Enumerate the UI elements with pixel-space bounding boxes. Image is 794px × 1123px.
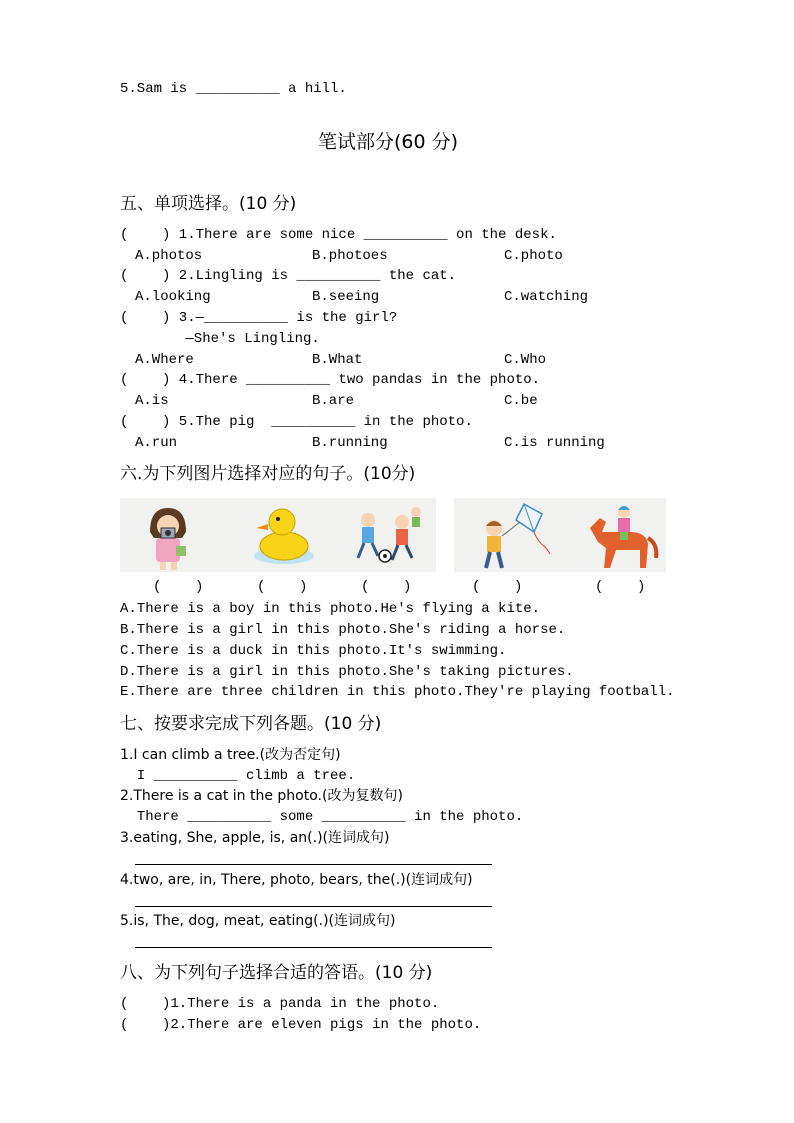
written-section-title: 笔试部分(60 分): [318, 131, 459, 153]
s5-question-2: ( ) 2.Lingling is __________ the cat.: [120, 268, 457, 284]
s6-sentence-d: D.There is a girl in this photo.She's taking pictures.: [120, 664, 574, 680]
s5-q3-option-a: A.Where: [135, 352, 194, 368]
picture-5-answer-paren: ( ): [595, 579, 646, 595]
children-football-icon: [330, 498, 436, 572]
s8-question-1: ( )1.There is a panda in the photo.: [120, 996, 440, 1012]
picture-4-answer-paren: ( ): [472, 579, 523, 595]
s5-q5-option-b: B.running: [312, 435, 388, 451]
s7-q5-answer-line: [135, 947, 492, 948]
picture-3: [330, 498, 436, 572]
s5-q2-option-a: A.looking: [135, 289, 211, 305]
s7-question-4: 4.two, are, in, There, photo, bears, the(.)(连词成句): [120, 872, 473, 888]
girl-camera-icon: [120, 498, 226, 572]
s5-question-3-answer: —She's Lingling.: [135, 331, 320, 347]
s5-q3-option-b: B.What: [312, 352, 363, 368]
s5-q2-option-b: B.seeing: [312, 289, 380, 305]
s7-question-2: 2.There is a cat in the photo.(改为复数句): [120, 788, 403, 804]
s5-q5-option-a: A.run: [135, 435, 178, 451]
section-5-heading: 五、单项选择。(10 分): [120, 194, 297, 214]
section-6-heading: 六.为下列图片选择对应的句子。(10分): [120, 464, 416, 484]
s5-q1-option-c: C.photo: [504, 248, 563, 264]
section-8-heading: 八、为下列句子选择合适的答语。(10 分): [120, 963, 433, 983]
s5-q4-option-b: B.are: [312, 393, 355, 409]
s6-sentence-e: E.There are three children in this photo.They're playing football.: [120, 684, 675, 700]
s5-question-3: ( ) 3.—__________ is the girl?: [120, 310, 398, 326]
s7-question-3: 3.eating, She, apple, is, an(.)(连词成句): [120, 830, 390, 846]
s7-q3-answer-line: [135, 864, 492, 865]
s7-question-2-answer: There __________ some __________ in the photo.: [120, 809, 524, 825]
s7-question-1-answer: I __________ climb a tree.: [120, 768, 356, 784]
duck-icon: [226, 498, 332, 572]
s5-question-4: ( ) 4.There __________ two pandas in the photo.: [120, 372, 541, 388]
s5-q1-option-a: A.photos: [135, 248, 203, 264]
s5-q4-option-a: A.is: [135, 393, 169, 409]
s7-q4-answer-line: [135, 906, 492, 907]
picture-2-answer-paren: ( ): [257, 579, 308, 595]
s6-sentence-c: C.There is a duck in this photo.It's swimming.: [120, 643, 507, 659]
boy-kite-icon: [454, 498, 560, 572]
s5-q4-option-c: C.be: [504, 393, 538, 409]
question-5-sam: 5.Sam is __________ a hill.: [120, 81, 347, 97]
girl-horse-icon: [560, 498, 666, 572]
picture-4: [454, 498, 560, 572]
s7-question-1: 1.I can climb a tree.(改为否定句): [120, 747, 341, 763]
s5-q2-option-c: C.watching: [504, 289, 589, 305]
picture-3-answer-paren: ( ): [361, 579, 412, 595]
picture-5: [560, 498, 666, 572]
picture-2: [226, 498, 332, 572]
s5-q5-option-c: C.is running: [504, 435, 605, 451]
s7-question-5: 5.is, The, dog, meat, eating(.)(连词成句): [120, 913, 396, 929]
s5-question-5: ( ) 5.The pig __________ in the photo.: [120, 414, 473, 430]
section-7-heading: 七、按要求完成下列各题。(10 分): [120, 714, 382, 734]
picture-1-answer-paren: ( ): [153, 579, 204, 595]
s6-sentence-a: A.There is a boy in this photo.He's flying a kite.: [120, 601, 541, 617]
s5-q1-option-b: B.photoes: [312, 248, 388, 264]
s5-q3-option-c: C.Who: [504, 352, 547, 368]
s5-question-1: ( ) 1.There are some nice __________ on the desk.: [120, 227, 557, 243]
picture-1: [120, 498, 226, 572]
s6-sentence-b: B.There is a girl in this photo.She's riding a horse.: [120, 622, 566, 638]
s8-question-2: ( )2.There are eleven pigs in the photo.: [120, 1017, 482, 1033]
